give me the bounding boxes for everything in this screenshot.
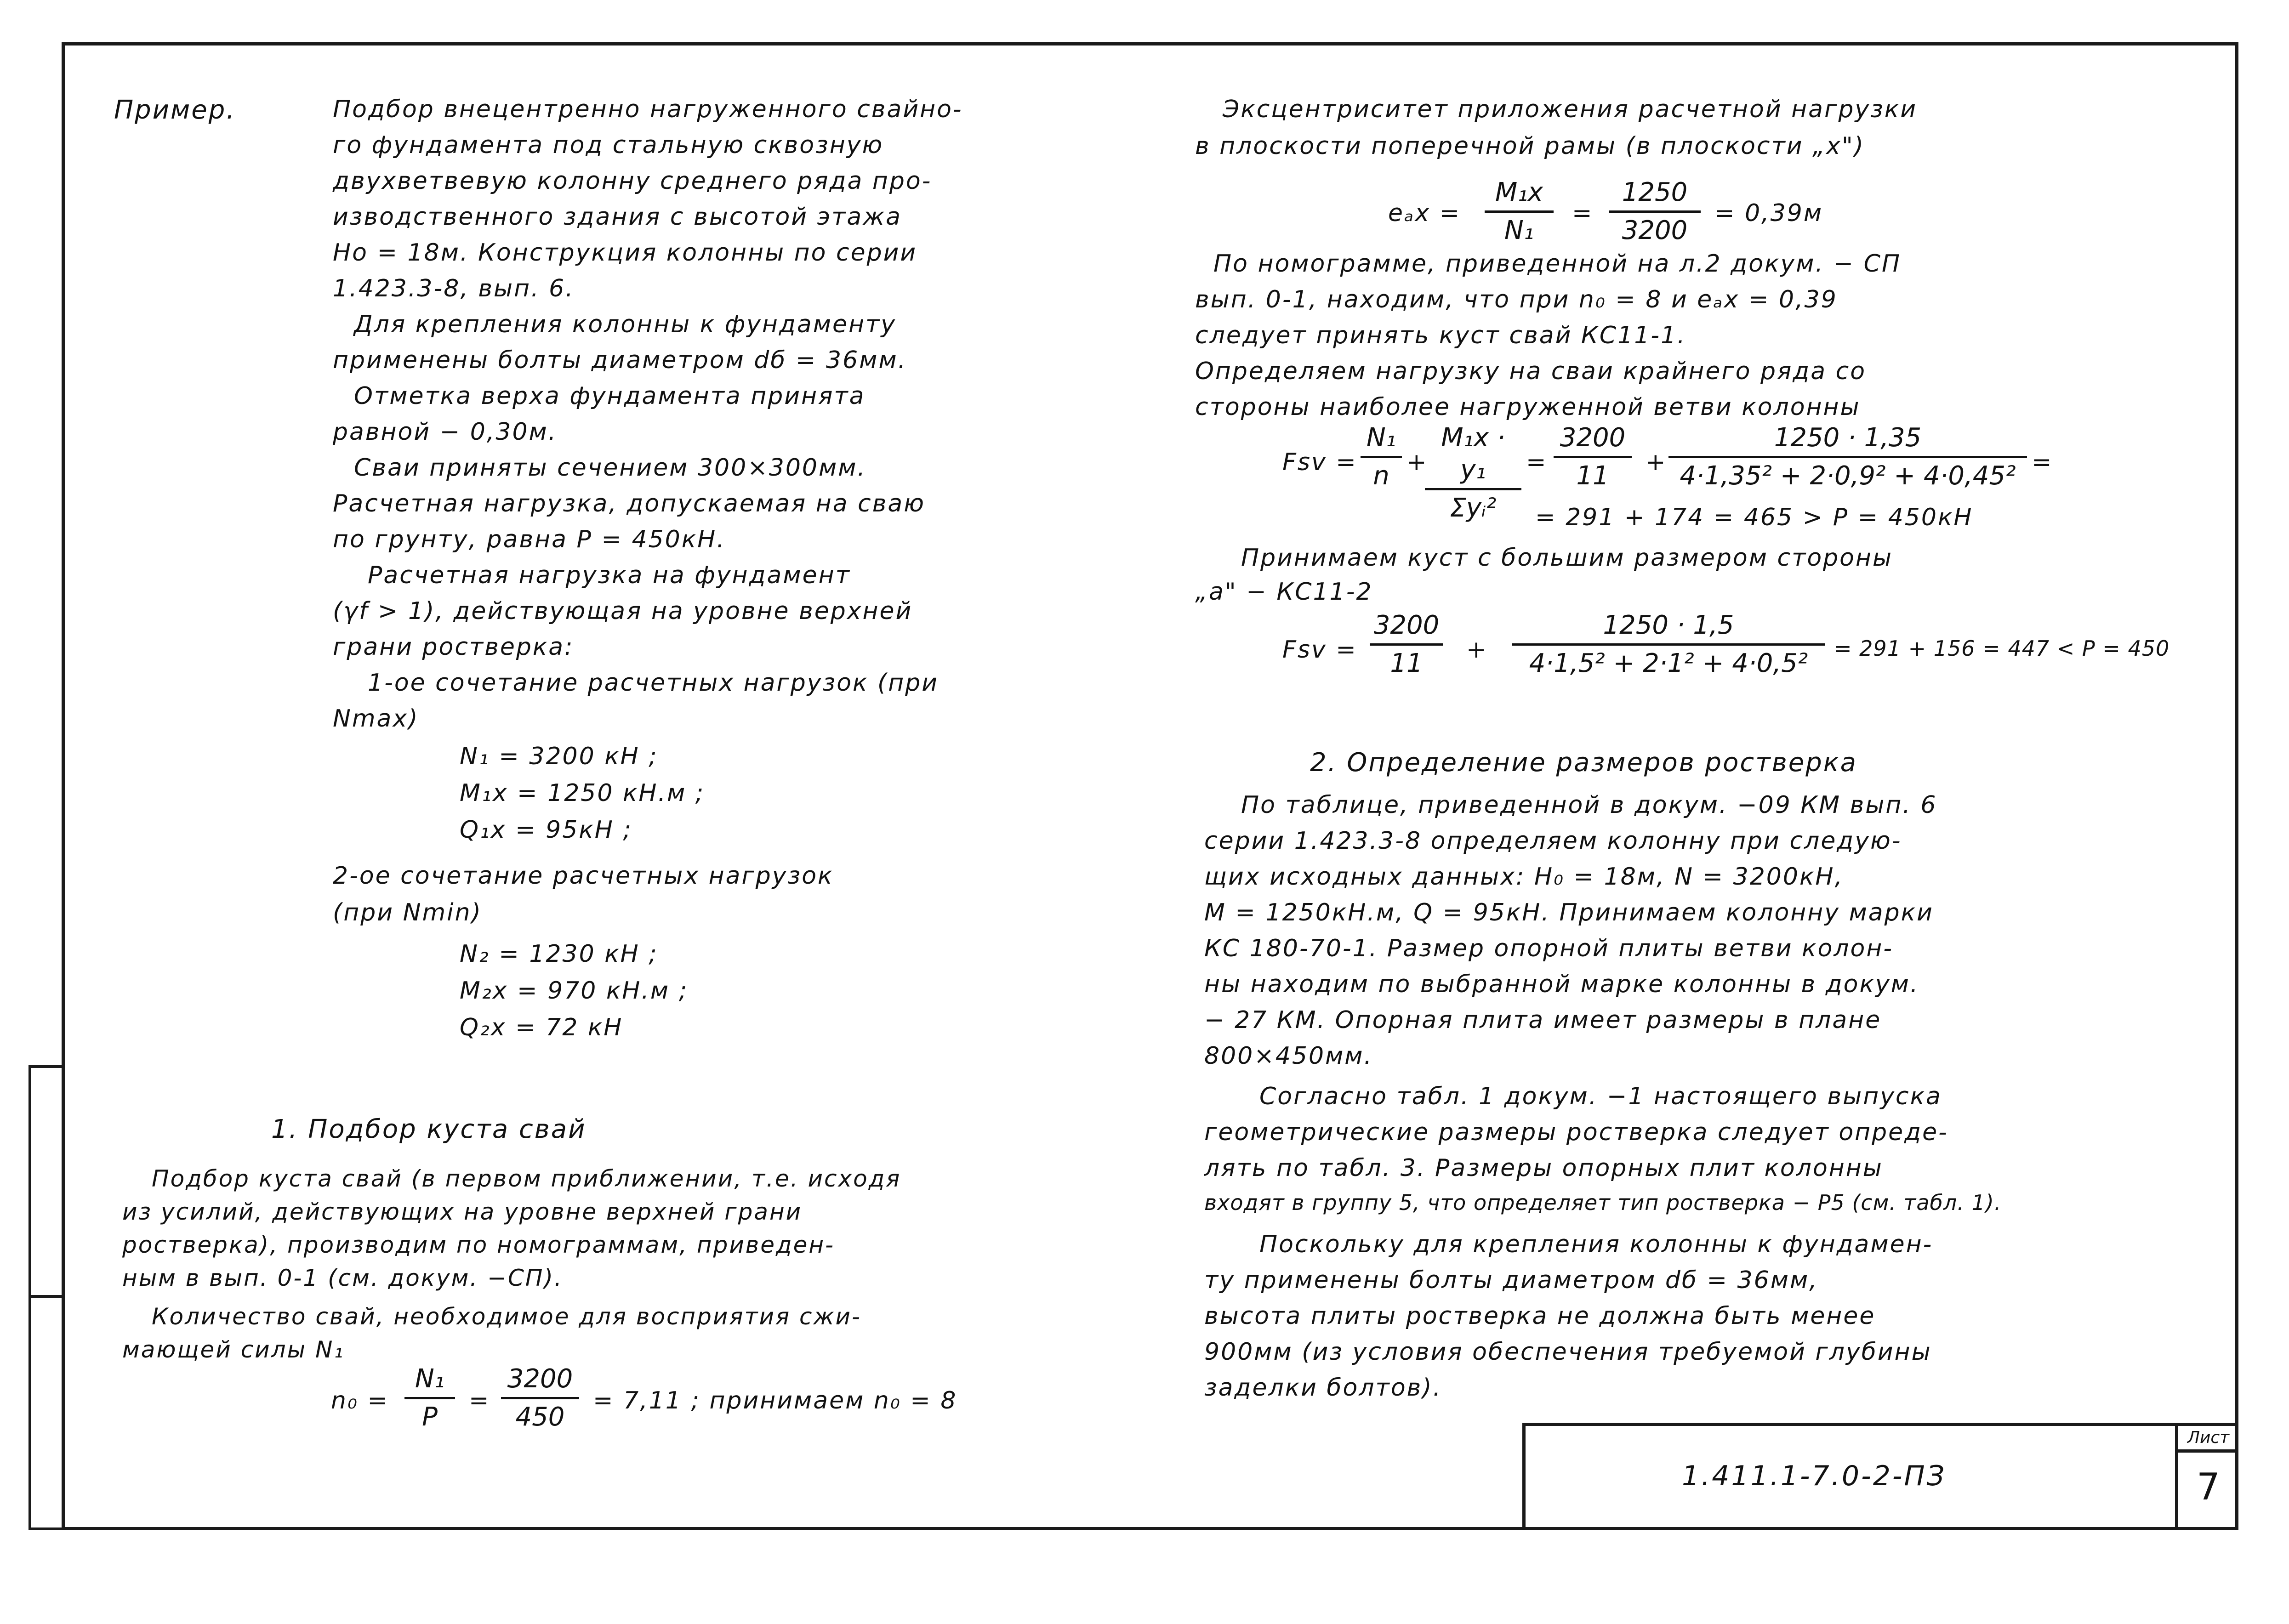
denominator: 450 <box>515 1402 565 1432</box>
intro-line: 1.423.3-8, вып. 6. <box>333 275 575 302</box>
nomogram-line: вып. 0-1, находим, что при n₀ = 8 и eₐx = 0,39 <box>1195 286 1838 313</box>
numerator: 3200 <box>507 1364 573 1394</box>
intro-line: по грунту, равна P = 450кН. <box>333 526 726 553</box>
example-label: Пример. <box>114 95 236 125</box>
formula-result: = 7,11 ; принимаем n₀ = 8 <box>593 1387 957 1414</box>
bolts-line: заделки болтов). <box>1204 1374 1442 1402</box>
denominator: 11 <box>1390 648 1423 678</box>
denominator: N₁ <box>1504 216 1534 245</box>
section-1-line: мающей силы N₁ <box>122 1336 345 1363</box>
bolts-line: высота плиты ростверка не должна быть менее <box>1204 1302 1876 1330</box>
combo-line: (при Nmin) <box>333 899 482 926</box>
bolts-line: 900мм (из условия обеспечения требуемой глубины <box>1204 1338 1932 1366</box>
fraction-bar <box>501 1397 579 1399</box>
intro-line: Расчетная нагрузка, допускаемая на сваю <box>333 490 926 517</box>
intro-line: применены болты диаметром dб = 36мм. <box>333 346 907 374</box>
load-value: M₁x = 1250 кН.м ; <box>460 779 705 807</box>
intro-line: (γf > 1), действующая на уровне верхней <box>333 597 913 625</box>
equals-sign: = <box>1572 199 1594 227</box>
fraction-n1-over-n <box>1361 422 1402 492</box>
tabl-line: лять по табл. 3. Размеры опорных плит колонны <box>1204 1154 1883 1182</box>
fraction-bar <box>1609 210 1701 213</box>
denominator: 11 <box>1576 461 1609 491</box>
plus-sign: + <box>1406 449 1428 476</box>
denominator: 4·1,35² + 2·0,9² + 4·0,45² <box>1680 461 2016 491</box>
plus-sign: + <box>1466 636 1488 664</box>
ecc-line: в плоскости поперечной рамы (в плоскости „x") <box>1195 132 1865 160</box>
intro-line: Подбор внецентренно нагруженного свайно- <box>333 96 963 123</box>
fsv-1-result: = 291 + 174 = 465 > P = 450кН <box>1535 504 1973 531</box>
section-2-line: M = 1250кН.м, Q = 95кН. Принимаем колонну марки <box>1204 899 1934 926</box>
fraction-bar <box>1361 456 1402 458</box>
section-2-line: − 27 КМ. Опорная плита имеет размеры в плане <box>1204 1006 1882 1034</box>
numerator: M₁x · y₁ <box>1441 423 1505 485</box>
intro-line: Расчетная нагрузка на фундамент <box>368 562 851 589</box>
equals-sign: = <box>1526 449 1548 476</box>
section-1-line: ным в вып. 0-1 (см. докум. −СП). <box>122 1265 563 1291</box>
load-value: Q₁x = 95кН ; <box>460 816 632 844</box>
intro-line: равной − 0,30м. <box>333 418 558 446</box>
numerator: M₁x <box>1495 177 1543 207</box>
fraction-1250-over-sum <box>1512 609 1825 680</box>
load-value: Q₂x = 72 кН <box>460 1014 623 1041</box>
tabl-line: входят в группу 5, что определяет тип ростверка − Р5 (см. табл. 1). <box>1204 1190 2002 1215</box>
fraction-bar <box>1425 488 1521 490</box>
denominator: P <box>422 1402 438 1432</box>
load-value: N₂ = 1230 кН ; <box>460 940 658 968</box>
section-2-line: щих исходных данных: H₀ = 18м, N = 3200кН, <box>1204 863 1844 891</box>
bolts-line: ту применены болты диаметром dб = 36мм, <box>1204 1266 1818 1294</box>
tabl-line: геометрические размеры ростверка следует опреде- <box>1204 1119 1948 1146</box>
document-code: 1.411.1-7.0-2-ПЗ <box>1682 1460 1947 1492</box>
section-1-line: Подбор куста свай (в первом приближении, т.е. исходя <box>152 1165 901 1192</box>
equals-sign: = <box>469 1387 490 1414</box>
fraction-bar <box>1668 456 2027 458</box>
section-2-line: 800×450мм. <box>1204 1042 1373 1070</box>
formula-lhs: Fsv = <box>1282 449 1357 476</box>
nomogram-line: Определяем нагрузку на сваи крайнего ряда со <box>1195 358 1867 385</box>
title-block <box>1522 1423 2238 1530</box>
binding-strip <box>28 1065 64 1530</box>
numerator: 3200 <box>1373 610 1440 640</box>
section-2-line: КС 180-70-1. Размер опорной плиты ветви колон- <box>1204 935 1894 962</box>
intro-line: Сваи приняты сечением 300×300мм. <box>354 454 867 482</box>
fraction-moment-over-sum <box>1425 422 1521 524</box>
formula-lhs: eₐx = <box>1388 199 1461 227</box>
section-1-line: Количество свай, необходимое для восприятия сжи- <box>152 1303 862 1330</box>
plus-sign: + <box>1646 449 1667 476</box>
sheet-number-cell <box>2175 1426 2238 1530</box>
formula-result: = 291 + 156 = 447 < P = 450 <box>1834 636 2170 661</box>
nomogram-line: следует принять куст свай КС11-1. <box>1195 322 1686 349</box>
numerator: 1250 · 1,5 <box>1603 610 1734 640</box>
denominator: 4·1,5² + 2·1² + 4·0,5² <box>1529 648 1808 678</box>
nomogram-line: стороны наиболее нагруженной ветви колонны <box>1195 393 1861 421</box>
fraction-3200-over-11 <box>1370 609 1443 680</box>
numerator: N₁ <box>1366 423 1396 453</box>
sheet-number: 7 <box>2197 1465 2220 1508</box>
fraction-bar <box>1485 210 1554 213</box>
nomogram-line: По номограмме, приведенной на л.2 докум. − СП <box>1213 250 1902 278</box>
load-value: M₂x = 970 кН.м ; <box>460 977 689 1005</box>
fraction-3200-over-11 <box>1554 422 1632 492</box>
binding-strip-cell-upper <box>31 1068 64 1298</box>
fraction-n1-over-p <box>404 1363 455 1433</box>
fraction-bar <box>1370 643 1443 646</box>
tabl-line: Согласно табл. 1 докум. −1 настоящего выпуска <box>1259 1083 1942 1110</box>
section-2-line: ны находим по выбранной марке колонны в докум. <box>1204 971 1919 998</box>
intro-line: двухветвевую колонну среднего ряда про- <box>333 167 932 195</box>
intro-line: го фундамента под стальную сквозную <box>333 131 884 159</box>
intro-line: Отметка верха фундамента принята <box>354 382 865 410</box>
accept-line: Принимаем куст с большим размером стороны <box>1241 544 1893 572</box>
equals-sign: = <box>2032 449 2053 476</box>
denominator: Σyᵢ² <box>1450 493 1497 523</box>
formula-result: = 0,39м <box>1714 199 1823 227</box>
section-2-title: 2. Определение размеров ростверка <box>1310 748 1857 778</box>
section-1-line: из усилий, действующих на уровне верхней грани <box>122 1198 803 1225</box>
bolts-line: Поскольку для крепления колонны к фундамен- <box>1259 1231 1933 1258</box>
denominator: n <box>1373 461 1389 491</box>
fraction-bar <box>404 1397 455 1399</box>
numerator: 1250 · 1,35 <box>1774 423 1922 453</box>
combo-line: 2-ое сочетание расчетных нагрузок <box>333 862 834 890</box>
section-2-line: серии 1.423.3-8 определяем колонну при следую- <box>1204 827 1902 855</box>
formula-lhs: Fsv = <box>1282 636 1357 664</box>
intro-line: Hо = 18м. Конструкция колонны по серии <box>333 239 917 267</box>
numerator: 3200 <box>1560 423 1626 453</box>
numerator: 1250 <box>1622 177 1688 207</box>
sheet-label: Лист <box>2178 1426 2238 1453</box>
fraction-m1x-over-n1 <box>1485 176 1554 247</box>
section-1-title: 1. Подбор куста свай <box>271 1114 586 1144</box>
formula-lhs: n₀ = <box>331 1387 389 1414</box>
fraction-1250-over-sum <box>1668 422 2027 492</box>
intro-line: грани ростверка: <box>333 633 574 661</box>
accept-line: „a" − КС11-2 <box>1195 578 1373 606</box>
intro-line: изводственного здания с высотой этажа <box>333 203 902 231</box>
numerator: N₁ <box>415 1364 445 1394</box>
intro-line: Для крепления колонны к фундаменту <box>354 311 897 338</box>
load-value: N₁ = 3200 кН ; <box>460 743 658 770</box>
intro-line: Nmax) <box>333 705 419 733</box>
fraction-bar <box>1554 456 1632 458</box>
section-2-line: По таблице, приведенной в докум. −09 КМ вып. 6 <box>1241 791 1937 819</box>
fraction-3200-over-450 <box>501 1363 579 1433</box>
denominator: 3200 <box>1622 216 1688 245</box>
intro-line: 1-ое сочетание расчетных нагрузок (при <box>368 669 939 697</box>
ecc-line: Эксцентриситет приложения расчетной нагрузки <box>1223 96 1917 123</box>
section-1-line: ростверка), производим по номограммам, приведен- <box>122 1232 835 1258</box>
fraction-bar <box>1512 643 1825 646</box>
fraction-1250-over-3200 <box>1609 176 1701 247</box>
